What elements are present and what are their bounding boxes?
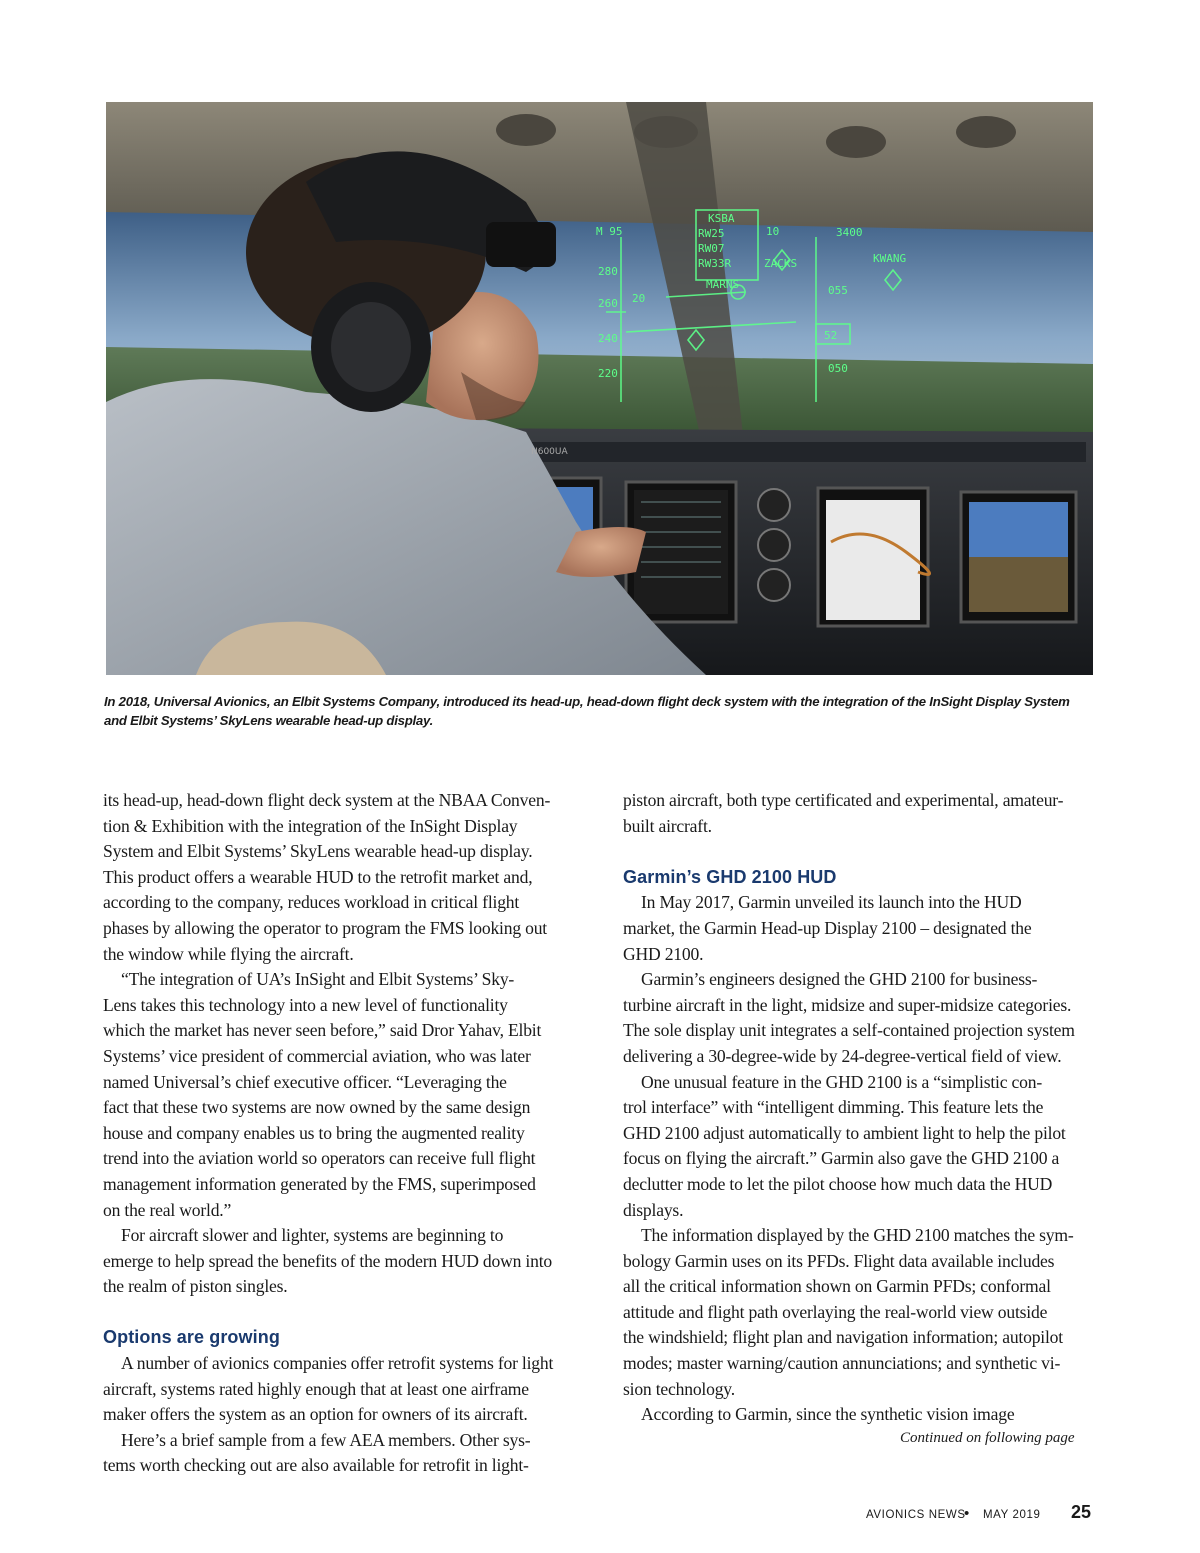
paragraph-gap	[103, 1300, 593, 1326]
body-line: bology Garmin uses on its PFDs. Flight data available includes	[623, 1250, 1055, 1271]
hud-waypoint-marns: MARNS	[706, 278, 740, 291]
body-line: displays.	[623, 1199, 684, 1220]
body-line: sion technology.	[623, 1378, 735, 1399]
hud-runway-2: RW07	[698, 242, 725, 255]
body-line: tion & Exhibition with the integration of the InSight Display	[103, 815, 518, 836]
cockpit-photo	[106, 102, 1093, 675]
body-line: Lens takes this technology into a new level of functionality	[103, 994, 508, 1015]
body-line: trend into the aviation world so operators can receive full flight	[103, 1148, 536, 1169]
body-line: A number of avionics companies offer retrofit systems for light	[121, 1353, 554, 1374]
issue-date: MAY 2019	[983, 1509, 1041, 1521]
body-line: Systems’ vice president of commercial aviation, who was later	[103, 1045, 531, 1066]
body-line: trol interface” with “intelligent dimming. This feature lets the	[623, 1097, 1044, 1118]
hud-waypoint-kwang: KWANG	[873, 252, 907, 265]
hud-heading-10: 10	[766, 225, 780, 238]
hud-speed-tag: M 95	[596, 225, 623, 238]
body-line: The sole display unit integrates a self-contained projection system	[623, 1020, 1075, 1041]
caption-line: In 2018, Universal Avionics, an Elbit Systems Company, introduced its head-up, head-down flight deck system with the integration of the InSight Display System	[104, 694, 1070, 709]
body-line: Here’s a brief sample from a few AEA members. Other sys-	[121, 1429, 531, 1450]
paragraph-gap	[623, 839, 1113, 865]
tail-number-label: N600UA	[531, 447, 568, 457]
body-line: aircraft, systems rated highly enough that at least one airframe	[103, 1378, 529, 1399]
body-line: delivering a 30-degree-wide by 24-degree-vertical field of view.	[623, 1045, 1062, 1066]
section-heading-garmin: Garmin’s GHD 2100 HUD	[623, 866, 837, 887]
right-column	[623, 788, 1113, 1428]
body-line: attitude and flight path overlaying the real-world view outside	[623, 1301, 1048, 1322]
continued-note: Continued on following page	[900, 1430, 1075, 1446]
body-line: phases by allowing the operator to program the FMS looking out	[103, 917, 547, 938]
hud-alt-055: 055	[828, 284, 848, 297]
body-line: named Universal’s chief executive officer. “Leveraging the	[103, 1071, 507, 1092]
body-line: piston aircraft, both type certificated and experimental, amateur-	[623, 790, 1064, 810]
body-line: the windshield; flight plan and navigation information; autopilot	[623, 1327, 1063, 1348]
body-line: according to the company, reduces workload in critical flight	[103, 892, 520, 913]
body-line: The information displayed by the GHD 2100 matches the sym-	[641, 1225, 1074, 1246]
body-line: Garmin’s engineers designed the GHD 2100 for business-	[641, 969, 1038, 990]
hud-speed-260: 260	[598, 297, 618, 310]
body-line: the realm of piston singles.	[103, 1276, 288, 1297]
body-line: tems worth checking out are also available for retrofit in light-	[103, 1455, 529, 1476]
left-column	[103, 788, 593, 1479]
body-line: “The integration of UA’s InSight and Elbit Systems’ Sky-	[121, 969, 515, 990]
hud-runway-1: RW25	[698, 227, 725, 240]
hud-speed-220: 220	[598, 367, 618, 380]
body-line: fact that these two systems are now owned by the same design	[103, 1097, 531, 1118]
section-heading-options: Options are growing	[103, 1327, 280, 1348]
cockpit-illustration	[106, 102, 1093, 675]
hud-runway-3: RW33R	[698, 257, 732, 270]
hud-waypoint-zacks: ZACKS	[764, 257, 798, 270]
hud-airport: KSBA	[708, 212, 735, 225]
body-line: One unusual feature in the GHD 2100 is a “simplistic con-	[641, 1071, 1042, 1092]
body-line: all the critical information shown on Garmin PFDs; conformal	[623, 1276, 1051, 1297]
body-line: modes; master warning/caution annunciations; and synthetic vi-	[623, 1353, 1061, 1374]
body-line: the window while flying the aircraft.	[103, 943, 354, 964]
body-line: house and company enables us to bring the augmented reality	[103, 1122, 525, 1143]
body-line: GHD 2100 adjust automatically to ambient light to help the pilot	[623, 1122, 1066, 1143]
hud-speed-240: 240	[598, 332, 618, 345]
body-line: built aircraft.	[623, 815, 712, 836]
hud-speed-280: 280	[598, 265, 618, 278]
body-line: GHD 2100.	[623, 943, 704, 964]
hud-alt-050: 050	[828, 362, 848, 375]
caption-line: and Elbit Systems’ SkyLens wearable head-up display.	[104, 713, 434, 728]
body-line: management information generated by the FMS, superimposed	[103, 1173, 536, 1194]
body-line: emerge to help spread the benefits of the modern HUD down into	[103, 1250, 552, 1271]
page-footer	[866, 1502, 1096, 1532]
body-line: its head-up, head-down flight deck system at the NBAA Conven-	[103, 790, 551, 810]
body-line: declutter mode to let the pilot choose how much data the HUD	[623, 1173, 1053, 1194]
body-line: This product offers a wearable HUD to the retrofit market and,	[103, 866, 533, 887]
hud-alt-box: 52	[824, 329, 838, 342]
body-line: According to Garmin, since the synthetic vision image	[641, 1404, 1015, 1425]
page-number: 25	[1071, 1502, 1092, 1522]
body-line: market, the Garmin Head-up Display 2100 – designated the	[623, 917, 1032, 938]
body-line: System and Elbit Systems’ SkyLens wearable head-up display.	[103, 841, 533, 862]
body-line: In May 2017, Garmin unveiled its launch into the HUD	[641, 892, 1022, 913]
body-line: For aircraft slower and lighter, systems are beginning to	[121, 1225, 504, 1246]
body-line: turbine aircraft in the light, midsize and super-midsize categories.	[623, 994, 1072, 1015]
body-line: on the real world.”	[103, 1199, 232, 1220]
photo-caption	[104, 692, 1094, 730]
body-line: focus on flying the aircraft.” Garmin also gave the GHD 2100 a	[623, 1148, 1060, 1169]
hud-altitude: 3400	[836, 226, 863, 239]
publication-name: AVIONICS NEWS	[866, 1509, 966, 1521]
body-line: which the market has never seen before,” said Dror Yahav, Elbit	[103, 1020, 542, 1041]
body-line: maker offers the system as an option for owners of its aircraft.	[103, 1404, 528, 1425]
footer-separator: •	[964, 1505, 970, 1522]
hud-pitch-20: 20	[632, 292, 646, 305]
